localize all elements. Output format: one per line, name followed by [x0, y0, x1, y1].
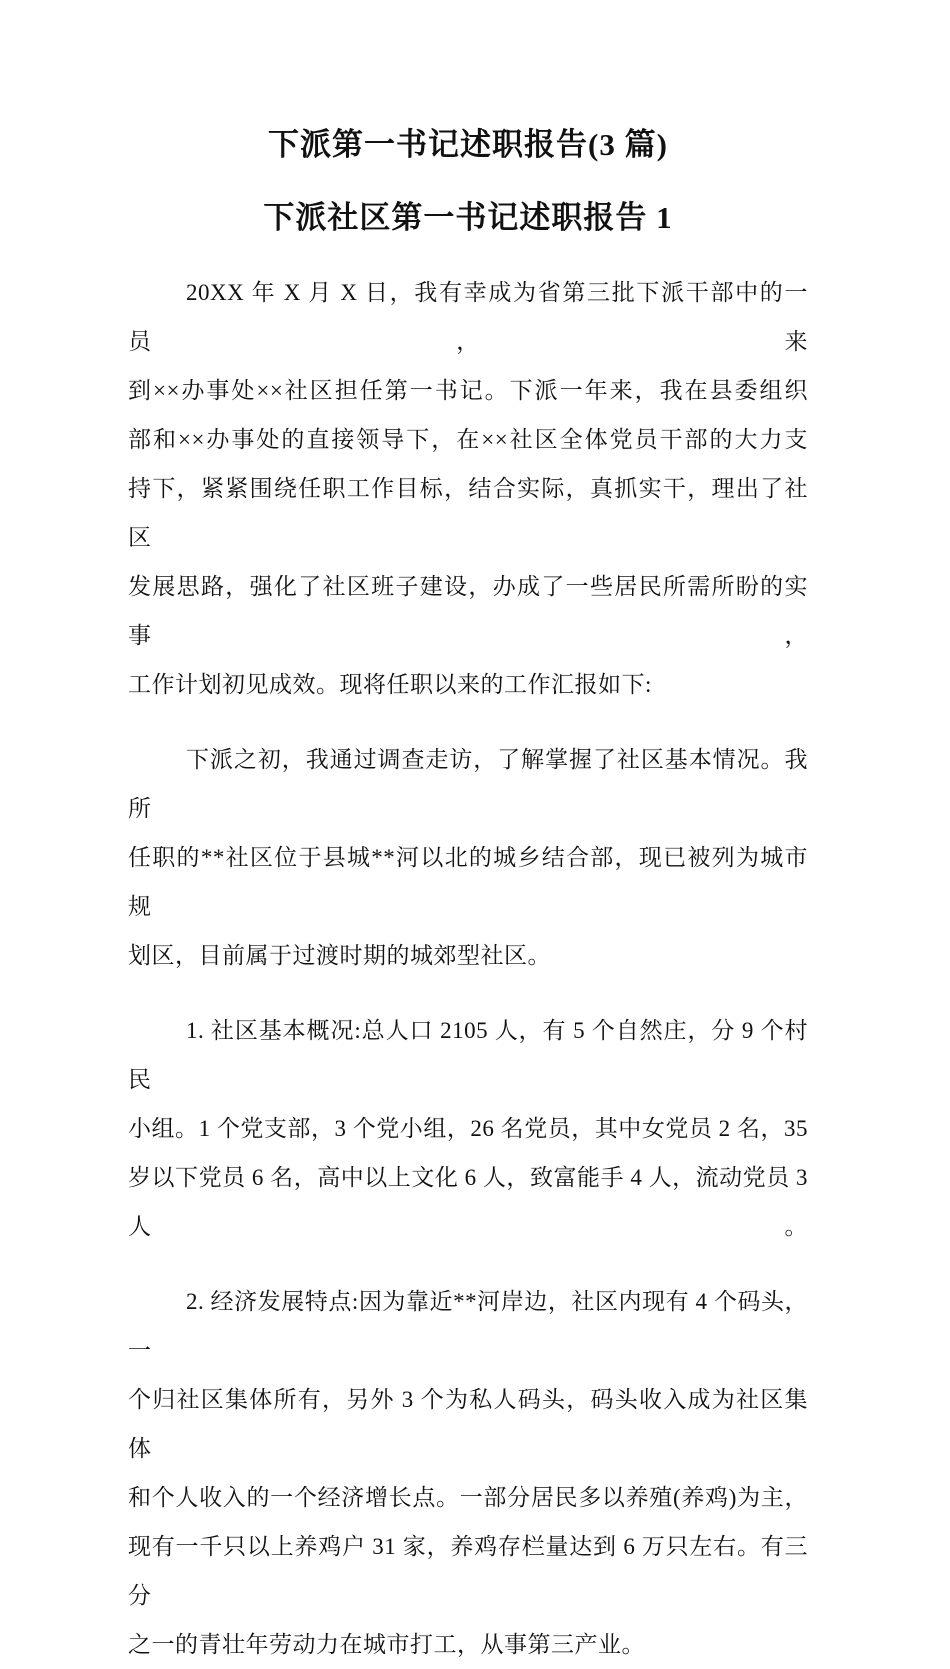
text-line: 和个人收入的一个经济增长点。一部分居民多以养殖(养鸡)为主， — [128, 1485, 808, 1510]
document-body — [128, 268, 808, 1669]
text-line: 划区，目前属于过渡时期的城郊型社区。 — [128, 943, 551, 968]
text-line: 部和××办事处的直接领导下，在××社区全体党员干部的大力支 — [128, 427, 808, 452]
document-subtitle: 下派社区第一书记述职报告 1 — [263, 200, 673, 235]
text-line: 20XX 年 X 月 X 日，我有幸成为省第三批下派干部中的一员，来 — [128, 280, 808, 354]
text-line: 之一的青壮年劳动力在城市打工，从事第三产业。 — [128, 1632, 645, 1657]
text-line: 任职的**社区位于县城**河以北的城乡结合部，现已被列为城市规 — [128, 845, 808, 919]
paragraph — [128, 1006, 808, 1251]
paragraph — [128, 735, 808, 980]
text-line: 到××办事处××社区担任第一书记。下派一年来，我在县委组织 — [128, 378, 808, 403]
paragraph — [128, 268, 808, 709]
text-line: 持下，紧紧围绕任职工作目标，结合实际，真抓实干，理出了社区 — [128, 476, 808, 550]
text-line: 小组。1 个党支部，3 个党小组，26 名党员，其中女党员 2 名，35 — [128, 1116, 808, 1141]
text-line: 1. 社区基本概况:总人口 2105 人，有 5 个自然庄，分 9 个村民 — [128, 1018, 808, 1092]
text-line: 现有一千只以上养鸡户 31 家，养鸡存栏量达到 6 万只左右。有三分 — [128, 1534, 808, 1608]
document-title: 下派第一书记述职报告(3 篇) — [268, 127, 668, 162]
text-line: 岁以下党员 6 名，高中以上文化 6 人，致富能手 4 人，流动党员 3 人。 — [128, 1165, 808, 1239]
text-line: 2. 经济发展特点:因为靠近**河岸边，社区内现有 4 个码头，一 — [128, 1289, 808, 1363]
text-line: 发展思路，强化了社区班子建设，办成了一些居民所需所盼的实事， — [128, 574, 808, 648]
text-line: 工作计划初见成效。现将任职以来的工作汇报如下: — [128, 672, 652, 697]
text-line: 下派之初，我通过调查走访，了解掌握了社区基本情况。我所 — [128, 747, 808, 821]
paragraph — [128, 1277, 808, 1669]
text-line: 个归社区集体所有，另外 3 个为私人码头，码头收入成为社区集体 — [128, 1387, 808, 1461]
